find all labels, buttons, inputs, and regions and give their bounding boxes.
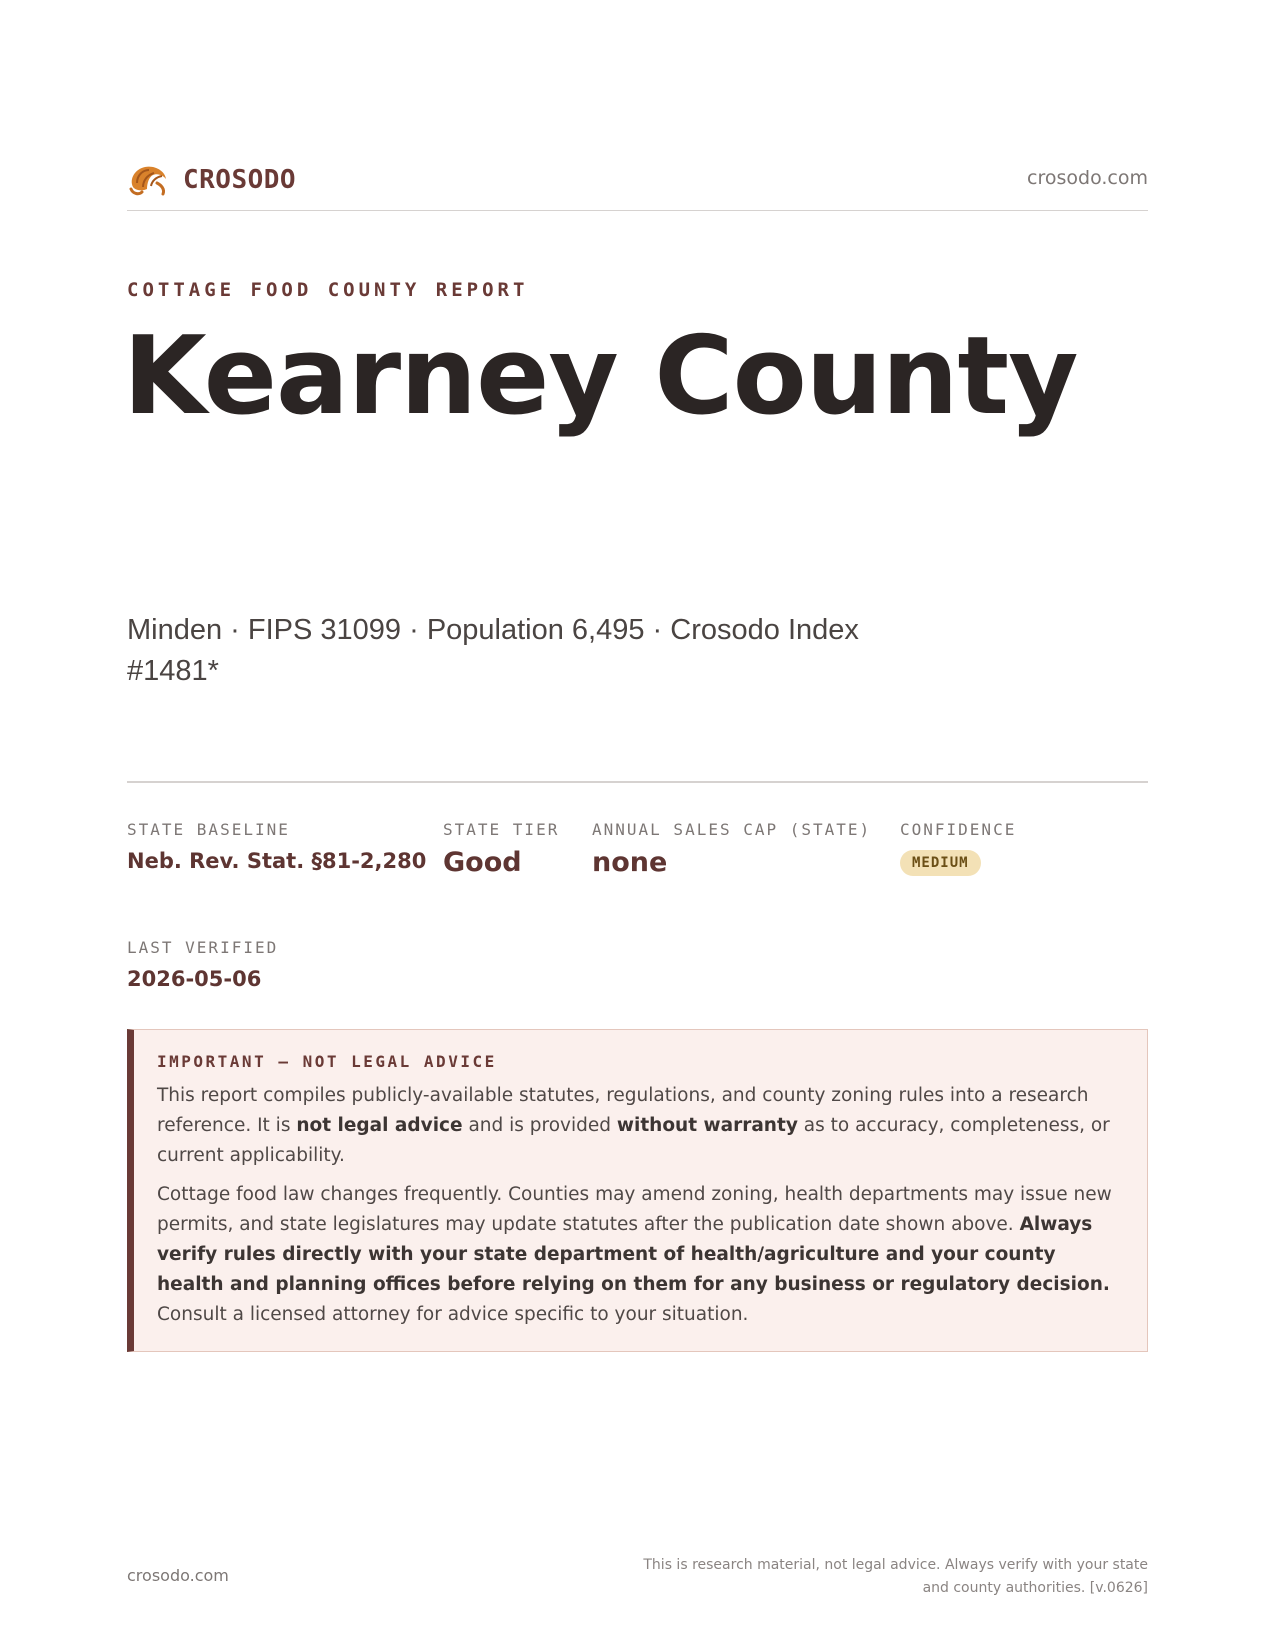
notice-paragraph-2: [157, 1180, 1125, 1330]
county-subline: Minden · FIPS 31099 · Population 6,495 · Crosodo Index #1481*: [127, 614, 859, 687]
notice-text: This report compiles publicly-available statutes, regulations, and county zoning rules into a research reference. It is: [157, 1085, 1089, 1136]
stat-value: none: [592, 847, 668, 878]
stat-label: STATE BASELINE: [127, 820, 290, 839]
stat-last-verified: [127, 938, 278, 991]
footer-url[interactable]: crosodo.com: [127, 1566, 229, 1585]
notice-text: and is provided: [462, 1115, 617, 1136]
legal-notice: [127, 1029, 1148, 1352]
notice-emphasis: Always verify rules directly with your state department of health/agriculture and your county health and planning offices before relying on them for any business or regulatory decision.: [157, 1214, 1110, 1295]
notice-paragraph-1: [157, 1081, 1125, 1171]
site-url[interactable]: crosodo.com: [1027, 167, 1148, 189]
page-header: [127, 155, 1148, 211]
brand[interactable]: [127, 161, 296, 199]
stat-label: LAST VERIFIED: [127, 938, 279, 957]
brand-name: CROSODO: [183, 165, 297, 195]
report-page: [123, 0, 1148, 1650]
report-eyebrow: COTTAGE FOOD COUNTY REPORT: [127, 279, 529, 301]
stat-label: STATE TIER: [443, 820, 560, 839]
notice-emphasis: not legal advice: [296, 1115, 463, 1136]
stat-value: 2026-05-06: [127, 967, 262, 991]
section-divider: [127, 781, 1148, 783]
notice-text: as to accuracy, completeness, or current applicability.: [157, 1115, 1110, 1166]
stat-value: Neb. Rev. Stat. §81-2,280: [127, 849, 427, 873]
stat-label: ANNUAL SALES CAP (STATE): [592, 820, 872, 839]
stat-state-tier: [443, 820, 559, 878]
footer-disclaimer: This is research material, not legal advice. Always verify with your state and county authorities. [v.0626]: [643, 1557, 1148, 1596]
stat-confidence: [900, 820, 1016, 876]
stat-label: CONFIDENCE: [900, 820, 1017, 839]
stat-annual-sales-cap: [592, 820, 871, 878]
stat-value: Good: [443, 847, 522, 878]
notice-title: IMPORTANT — NOT LEGAL ADVICE: [157, 1052, 497, 1071]
croissant-icon: [127, 161, 169, 199]
notice-emphasis: without warranty: [616, 1115, 798, 1136]
page-title: Kearney County: [123, 314, 1078, 439]
confidence-badge: MEDIUM: [900, 850, 981, 876]
notice-text: Cottage food law changes frequently. Counties may amend zoning, health departments may issue new permits, and state legislatures may update statutes after the publication date shown above.: [157, 1184, 1112, 1235]
notice-text: Consult a licensed attorney for advice specific to your situation.: [157, 1304, 749, 1325]
stat-state-baseline: [127, 820, 426, 873]
